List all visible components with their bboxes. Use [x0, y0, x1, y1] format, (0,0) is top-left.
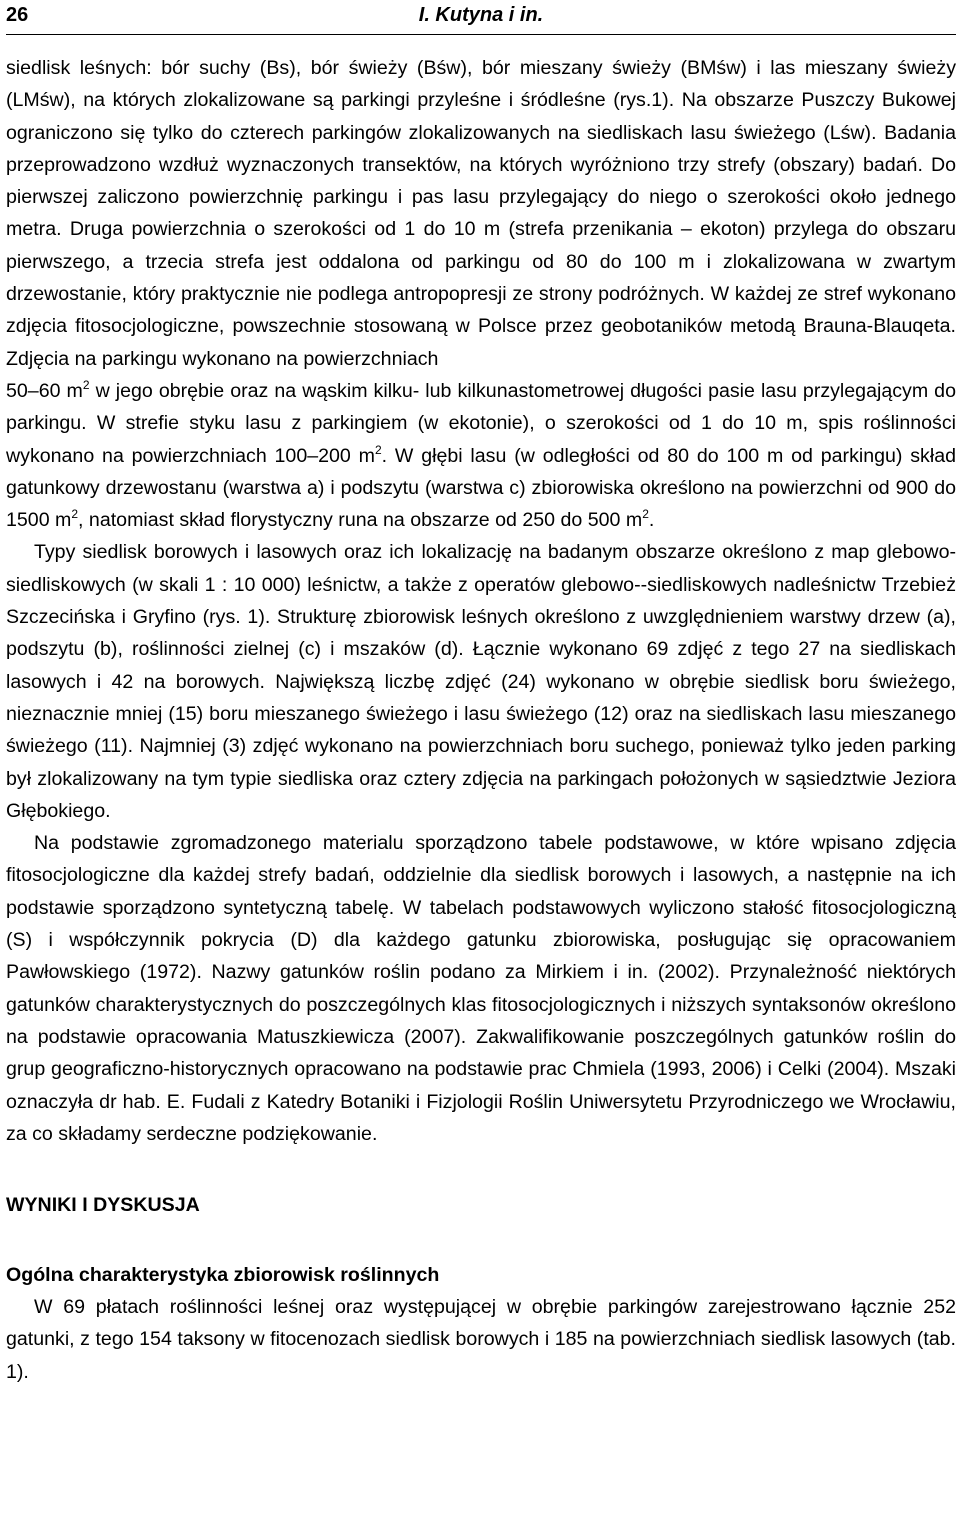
paragraph-results-1: W 69 płatach roślinności leśnej oraz występującej w obrębie parkingów zarejestrowano łącznie 252 gatunki, z tego 154 taksony w fitocenozach siedlisk borowych i 185 na powierzchniach siedlisk lasowych (tab. 1). — [6, 1296, 956, 1383]
superscript: 2 — [71, 507, 79, 522]
paragraph-methods-3: Na podstawie zgromadzonego materialu sporządzono tabele podstawowe, w które wpisano zdjęcia fitosocjologiczne dla każdej strefy badań, oddzielnie dla siedlisk borowych i lasowych, a następnie na ich podstawie sporządzono syntetyczną tabelę. W tabelach podstawowych wyliczono stałość fitosocjologiczną (S) i współczynnik pokrycia (D) dla każdego gatunku zbiorowiska, posługując się opracowaniem Pawłowskiego (1972). Nazwy gatunków roślin podano za Mirkiem i in. (2002). Przynależność niektórych gatunków charakterystycznych do poszczególnych klas fitosocjologicznych i niższych syntaksonów określono na podstawie opracowania Matuszkiewicza (2007). Zakwalifikowanie poszczególnych gatunków roślin do grup geograficzno-historycznych opracowano na podstawie prac Chmiela (1993, 2006) i Celki (2004). Mszaki oznaczyła dr hab. E. Fudali z Katedry Botaniki i Fizjologii Roślin Uniwersytetu Przyrodniczego we Wrocławiu, za co składamy serdeczne podziękowanie. — [6, 832, 956, 1145]
subsection-heading: Ogólna charakterystyka zbiorowisk roślinnych — [6, 1264, 440, 1287]
superscript: 2 — [642, 507, 649, 522]
superscript: 2 — [82, 377, 90, 392]
paragraph-text: 50–60 m — [6, 379, 83, 402]
superscript: 2 — [374, 442, 382, 457]
paragraph-text: . — [648, 509, 655, 532]
paragraph-methods-2: Typy siedlisk borowych i lasowych oraz ich lokalizację na badanym obszarze określono z map glebowo-siedliskowych (w skali 1 : 10 000) leśnictw, a także z operatów glebowo--siedliskowych nadleśnictw Trzebież Szczecińska i Gryfino (rys. 1). Strukturę zbiorowisk leśnych określono z uwzględnieniem warstwy drzew (a), podszytu (b), roślinności zielnej (c) i mszaków (d). Łącznie wykonano 69 zdjęć z tego 27 na siedliskach lasowych i 42 na borowych. Największą liczbę zdjęć (24) wykonano w obrębie siedlisk boru świeżego, nieznacznie mniej (15) boru mieszanego świeżego i lasu świeżego (12) oraz na siedliskach lasu mieszanego świeżego (11). Najmniej (3) zdjęć wykonano na powierzchniach boru suchego, ponieważ tylko jeden parking był zlokalizowany na tym typie siedliska oraz cztery zdjęcia na parkingach położonych w sąsiedztwie Jeziora Głębokiego. — [6, 541, 956, 822]
paragraph-methods-1 — [6, 52, 956, 536]
paragraph-text: , natomiast skład florystyczny runa na obszarze od 250 do 500 m — [78, 509, 643, 532]
body-text — [6, 52, 956, 1388]
paragraph-text: . W głębi lasu (w odległości od 80 do 100 m od parkingu) skład gatunkowy drzewostanu (warstwa a) i podszytu (warstwa c) zbiorowiska określono na powierzchni od 900 do 1500 m — [6, 444, 956, 532]
paragraph-text: w jego obrębie oraz na wąskim kilku- lub kilkunastometrowej długości pasie lasu przylegającym do parkingu. W strefie styku lasu z parkingiem (w ekotonie), o szerokości od 1 do 10 m, spis roślinności wykonano na powierzchniach 100–200 m — [6, 379, 956, 467]
section-heading: WYNIKI I DYSKUSJA — [6, 1194, 200, 1217]
running-header — [6, 0, 956, 35]
running-author: I. Kutyna i in. — [418, 4, 544, 26]
page-number: 26 — [6, 4, 29, 26]
page — [6, 0, 956, 1388]
paragraph-text: siedlisk leśnych: bór suchy (Bs), bór świeży (Bśw), bór mieszany świeży (BMśw) i las mieszany świeży (LMśw), na których zlokalizowane są parkingi przyleśne i śródleśne (rys.1). Na obszarze Puszczy Bukowej ograniczono się tylko do czterech parkingów zlokalizowanych na siedliskach lasu świeżego (Lśw). Badania przeprowadzono wzdłuż wyznaczonych transektów, na których wyróżniono trzy strefy (obszary) badań. Do pierwszej zaliczono powierzchnię parkingu i pas lasu przylegający do niego o szerokości około jednego metra. Druga powierzchnia o szerokości od 1 do 10 m (strefa przenikania – ekoton) przylega do obszaru pierwszego, a trzecia strefa jest oddalona od parkingu od 80 do 100 m i zlokalizowana w zwartym drzewostanie, który praktycznie nie podlega antropopresji ze strony podróżnych. W każdej ze stref wykonano zdjęcia fitosocjologiczne, powszechnie stosowaną w Polsce przez geobotaników metodą Brauna-Blauqeta. Zdjęcia na parkingu wykonano na powierzchniach — [6, 57, 956, 370]
